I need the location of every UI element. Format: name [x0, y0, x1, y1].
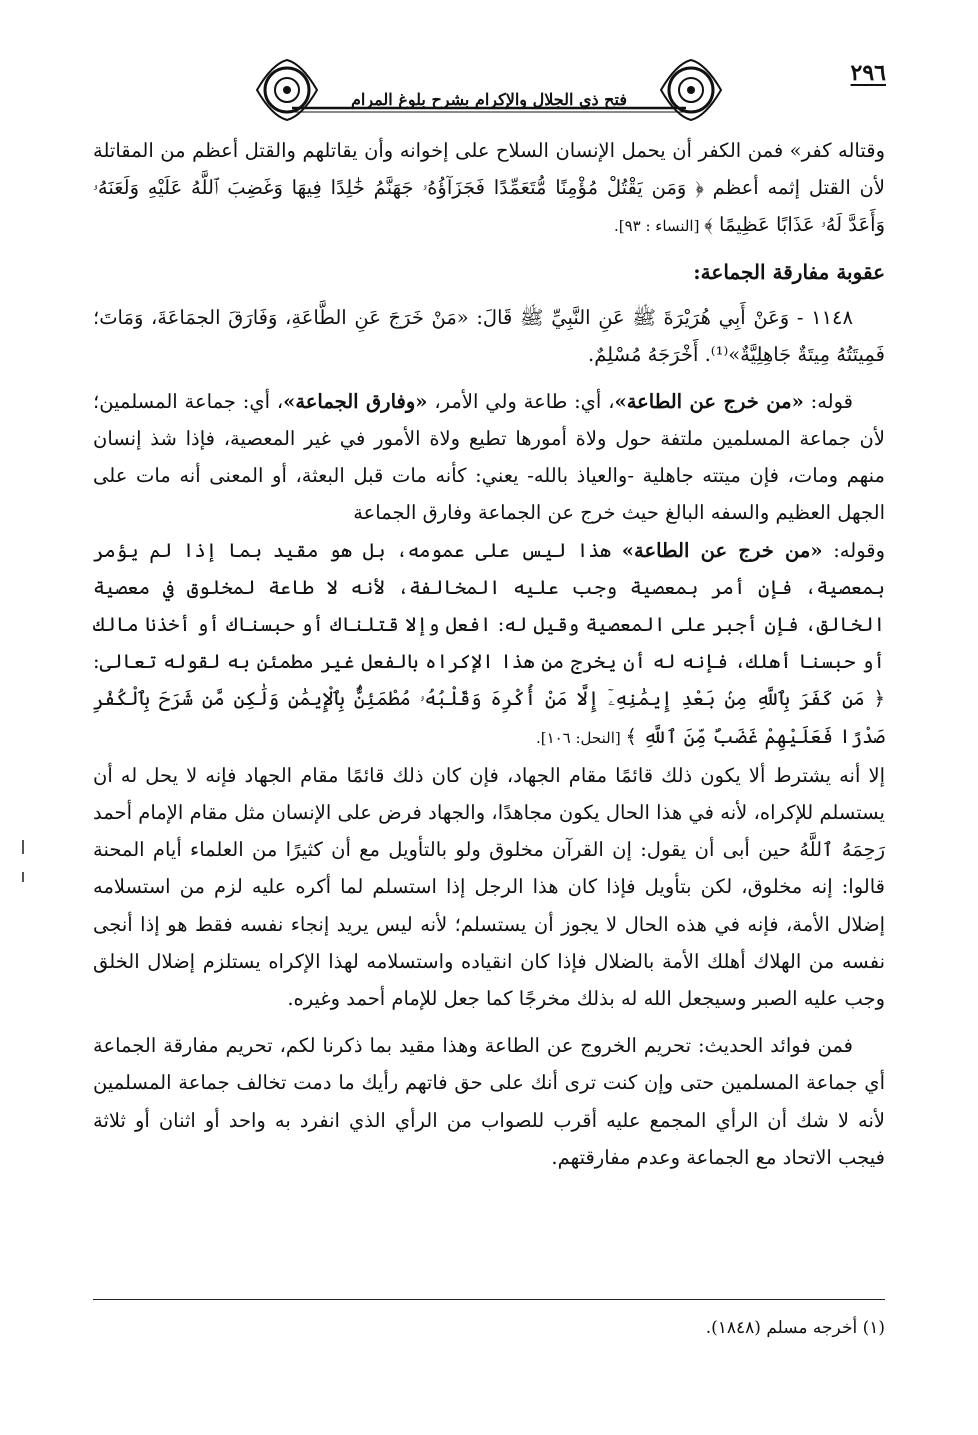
paragraph-5: فمن فوائد الحديث: تحريم الخروج عن الطاعة وهذا مقيد بما ذكرنا لكم، تحريم مفارقة الجماعة أي جماعة المسلمين حتى وإن كنت ترى أنك على حق فاتهم رأيك ما دمت تخالف جماعة المسلمين لأنه لا شك أن الرأي المجمع عليه أقرب للصواب من الرأي الذي انفرد به واحد أو اثنان أو ثلاثة فيجب الاتحاد مع الجماعة وعدم مفارقتهم. [93, 1034, 885, 1169]
page-number: ٢٩٦ [850, 60, 886, 86]
paragraph-2-lead: قوله: [803, 389, 853, 413]
footnote: (١) أخرجه مسلم (١٨٤٨). [705, 1318, 885, 1338]
paragraph-1-text: وقتاله كفر» فمن الكفر أن يحمل الإنسان السلاح على إخوانه وأن يقاتلهم والقتل أعظم من المقاتلة لأن القتل إثمه أعظم [93, 139, 885, 200]
paragraph-2-b: ، أي: جماعة المسلمين؛ لأن جماعة المسلمين ملتفة حول ولاة أمورها تطيع ولاة الأمور في غير المعصية، فإذا شذ إنسان منهم ومات، فإن ميتته جاهلية -والعياذ بالله- يعني: كأنه مات قبل البعثة، أو المعنى أنه مات على الجهل العظيم والسفه البالغ حيث خرج عن الجماعة وفارق الجماعة [93, 389, 885, 525]
paragraph-3-lead: وقوله: [822, 538, 886, 562]
quote-3: «من خرج عن الطاعة» [621, 538, 823, 562]
paragraph-3-a: هذا ليس على عمومه، بل هو مقيد بما إذا لم يؤمر بمعصية، فإن أمر بمعصية وجب عليه المخالفة، لأنه لا طاعة لمخلوق في معصية الخالق، فإن أجبر على المعصية وقيل له: افعل وإلا قتلناك أو حبسناك أو أخذنا مالك أو حبسنا أهلك، فإنه له أن يخرج من هذا الإكراه بالفعل غير مطمئن به لقوله تعالى: [93, 538, 885, 674]
quran-verse-2: ﴿ مَن كَفَرَ بِٱللَّهِ مِنۢ بَعْدِ إِيمَٰنِهِۦٓ إِلَّا مَنْ أُكْرِهَ وَقَلْبُهُۥ مُطْمَئِنٌّۢ بِٱلْإِيمَٰنِ وَلَٰكِن مَّن شَرَحَ بِٱلْكُفْرِ صَدْرًا فَعَلَيْهِمْ غَضَبٌ مِّنَ ٱللَّهِ ﴾ [93, 687, 885, 748]
margin-mark [22, 872, 24, 882]
paragraph-3 [93, 532, 885, 757]
footnote-divider [93, 1299, 885, 1300]
paragraph-1 [93, 132, 885, 246]
paragraph-2-a: ، أي: طاعة ولي الأمر، [427, 389, 615, 413]
quote-1: «من خرج عن الطاعة» [614, 389, 804, 413]
book-title: فتح ذي الجلال والإكرام بشرح بلوغ المرام [351, 90, 627, 109]
quran-verse-1: ﴿ وَمَن يَقْتُلْ مُؤْمِنًا مُّتَعَمِّدًا فَجَزَآؤُهُۥ جَهَنَّمُ خَٰلِدًا فِيهَا وَغَضِبَ ٱللَّهُ عَلَيْهِ وَلَعَنَهُۥ وَأَعَدَّ لَهُۥ عَذَابًا عَظِيمًا ﴾ [93, 176, 885, 237]
paragraph-2 [93, 383, 885, 532]
section-heading: عقوبة مفارقة الجماعة: [693, 259, 885, 284]
main-text [93, 132, 885, 1176]
paragraph-4: إلا أنه يشترط ألا يكون ذلك قائمًا مقام الجهاد، فإن كان ذلك قائمًا مقام الجهاد فإنه لا يحل له أن يستسلم للإكراه، لأنه في هذا الحال يكون مجاهدًا، والجهاد فرض على الإنسان مثل مقام الإمام أحمد رَحِمَهُ ٱللَّهُ حين أبى أن يقول: إن القرآن مخلوق ولو بالتأويل مع أن كثيرًا من العلماء أيام المحنة قالوا: إنه مخلوق، لكن بتأويل فإذا كان هذا الرجل إذا استسلم لما أكره عليه لزم من استسلامه إضلال الأمة، فإنه في هذه الحال لا يجوز أن يستسلم؛ لأنه ليس يريد إنجاء نفسه فقط هو إذا أنجى نفسه من الهلاك أهلك الأمة بالضلال فإذا كان انقياده واستسلامه لهذا الإكراه يستلزم إضلال الخلق وجب عليه الصبر وسيجعل الله له بذلك مخرجًا كما جعل للإمام أحمد وغيره. [93, 763, 885, 1011]
margin-mark [22, 840, 24, 854]
page-header [92, 58, 886, 128]
quran-ref-2: [النحل: ١٠٦]. [535, 728, 626, 747]
hadith-text: ١١٤٨ - وَعَنْ أَبِي هُرَيْرَةَ ﷺ عَنِ النَّبِيِّ ﷺ قَالَ: «مَنْ خَرَجَ عَنِ الطَّاعَةِ، وَفَارَقَ الجمَاعَةَ، وَمَاتَ؛ فَمِيتَتُهُ مِيتَةٌ جَاهِلِيَّةٌ»⁽¹⁾. أَخْرَجَهُ مُسْلِمٌ. [93, 305, 885, 366]
quote-2: «وفارق الجماعة» [283, 389, 428, 413]
quran-ref-1: [النساء : ٩٣]. [613, 217, 705, 236]
